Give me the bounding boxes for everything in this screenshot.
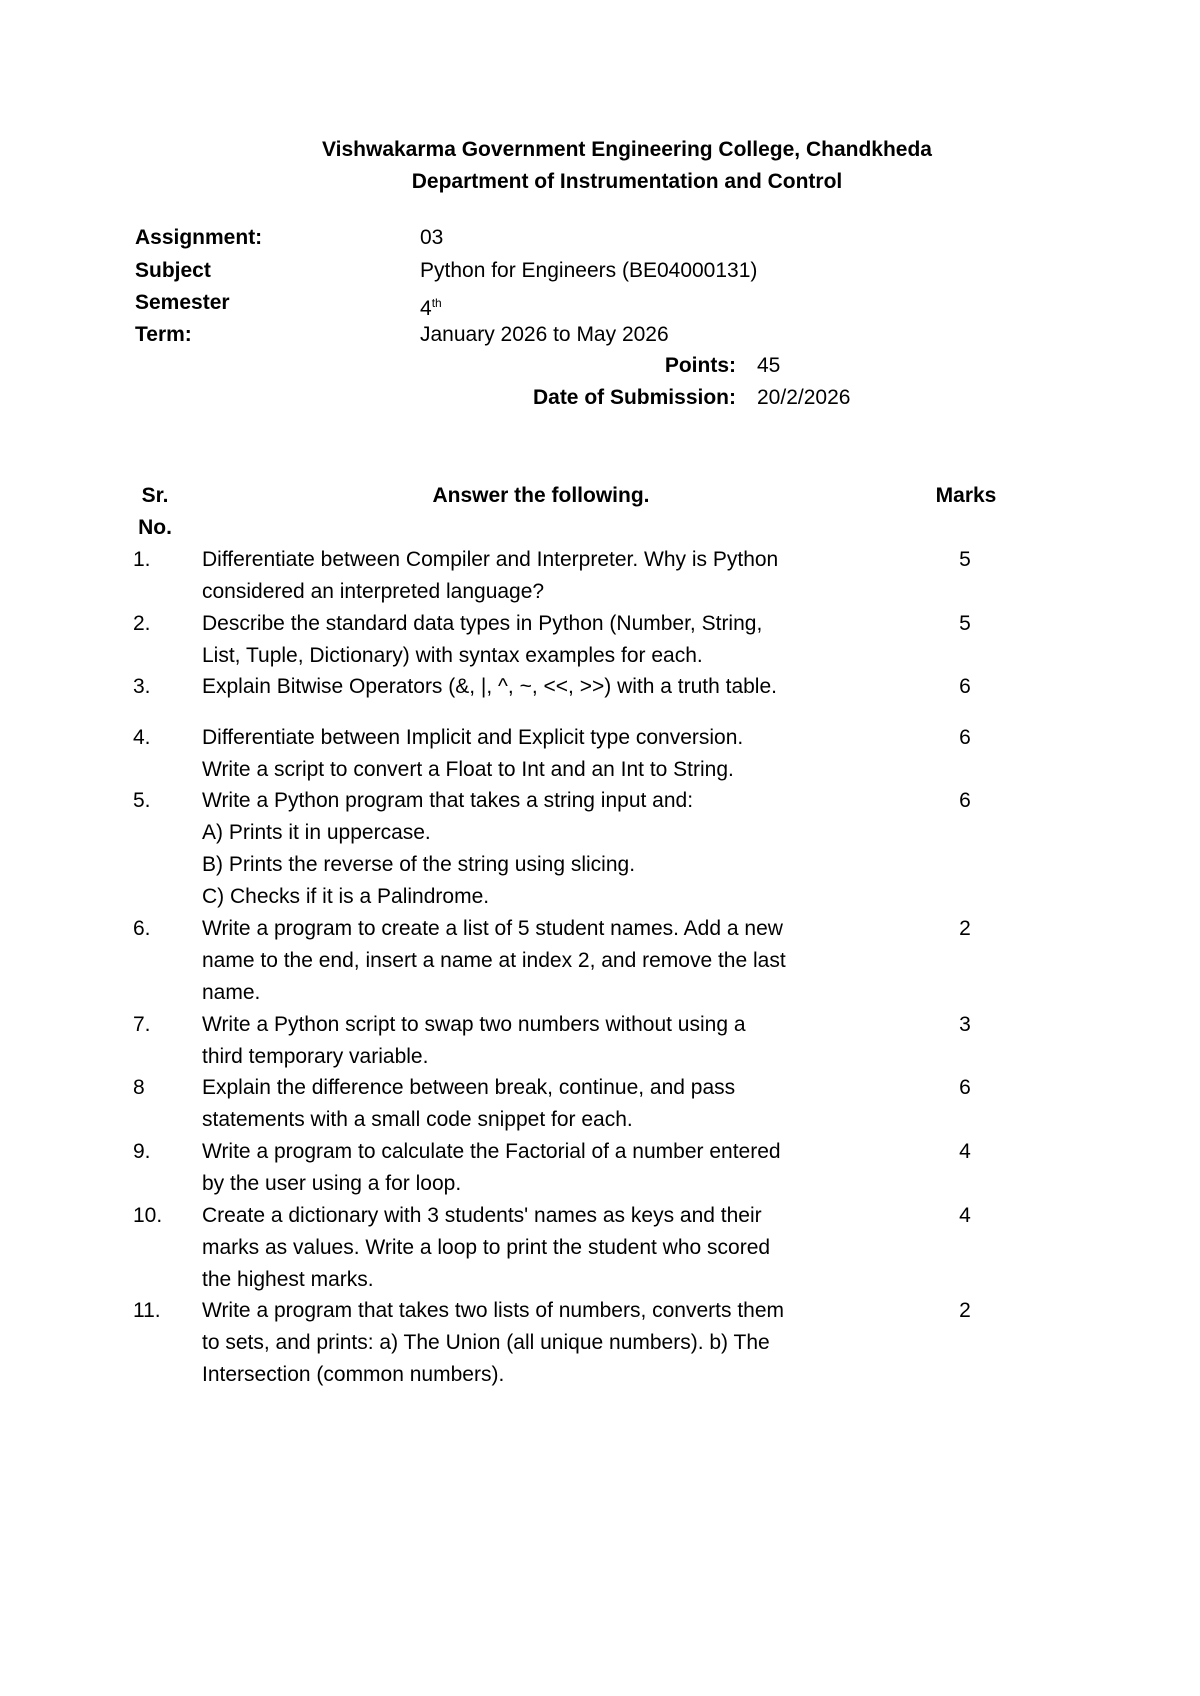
question-line: marks as values. Write a loop to print the student who scored	[202, 1236, 771, 1259]
question-number: 4.	[133, 726, 151, 749]
assignment-label: Assignment:	[135, 226, 263, 249]
term-value: January 2026 to May 2026	[420, 323, 669, 346]
question-line: Write a Python script to swap two numbers without using a	[202, 1013, 746, 1036]
question-line: Write a program to calculate the Factorial of a number entered	[202, 1140, 781, 1163]
points-value: 45	[757, 354, 781, 377]
question-line: A) Prints it in uppercase.	[202, 821, 431, 844]
submission-label: Date of Submission:	[532, 386, 736, 409]
question-line: Describe the standard data types in Python (Number, String,	[202, 612, 763, 635]
question-text	[202, 1295, 784, 1391]
question-text	[202, 1136, 781, 1200]
question-number: 1.	[133, 548, 151, 571]
question-text	[202, 722, 743, 786]
question-line: considered an interpreted language?	[202, 580, 545, 603]
question-marks: 6	[959, 789, 971, 812]
question-line: C) Checks if it is a Palindrome.	[202, 885, 490, 908]
question-number: 3.	[133, 675, 151, 698]
question-text	[202, 608, 762, 672]
question-number: 6.	[133, 917, 151, 940]
question-number: 5.	[133, 789, 151, 812]
question-line: the highest marks.	[202, 1268, 374, 1291]
question-line: B) Prints the reverse of the string using slicing.	[202, 853, 636, 876]
question-number: 7.	[133, 1013, 151, 1036]
semester-label: Semester	[135, 291, 230, 314]
subject-value: Python for Engineers (BE04000131)	[420, 259, 758, 282]
no-header: No.	[138, 516, 172, 539]
question-marks: 6	[959, 1076, 971, 1099]
question-line: Write a script to convert a Float to Int and an Int to String.	[202, 758, 734, 781]
assignment-value: 03	[420, 226, 444, 249]
question-text	[202, 544, 778, 608]
question-text	[202, 913, 786, 1009]
question-line: to sets, and prints: a) The Union (all unique numbers). b) The	[202, 1331, 770, 1354]
question-line: List, Tuple, Dictionary) with syntax examples for each.	[202, 644, 703, 667]
question-marks: 6	[959, 726, 971, 749]
college-name: Vishwakarma Government Engineering College, Chandkheda	[322, 138, 932, 161]
subject-label: Subject	[135, 259, 211, 282]
question-line: Create a dictionary with 3 students' names as keys and their	[202, 1204, 762, 1227]
question-number: 9.	[133, 1140, 151, 1163]
semester-suffix: th	[431, 296, 442, 310]
question-line: Write a Python program that takes a string input and:	[202, 789, 694, 812]
question-line: third temporary variable.	[202, 1045, 429, 1068]
question-line: Write a program to create a list of 5 student names. Add a new	[202, 917, 783, 940]
question-line: name.	[202, 981, 261, 1004]
question-marks: 4	[959, 1140, 971, 1163]
points-label: Points:	[664, 354, 736, 377]
question-header: Answer the following.	[432, 484, 650, 507]
question-text	[202, 1200, 770, 1296]
question-marks: 2	[959, 1299, 971, 1322]
question-line: Differentiate between Compiler and Interpreter. Why is Python	[202, 548, 779, 571]
question-line: Differentiate between Implicit and Explicit type conversion.	[202, 726, 744, 749]
question-marks: 3	[959, 1013, 971, 1036]
question-text	[202, 1072, 735, 1136]
question-number: 11.	[133, 1299, 161, 1322]
question-text	[202, 1009, 746, 1073]
question-marks: 4	[959, 1204, 971, 1227]
question-line: Explain the difference between break, continue, and pass	[202, 1076, 736, 1099]
question-line: Explain Bitwise Operators (&, |, ^, ~, <<, >>) with a truth table.	[202, 675, 777, 698]
question-number: 2.	[133, 612, 151, 635]
question-line: name to the end, insert a name at index 2, and remove the last	[202, 949, 786, 972]
question-marks: 6	[959, 675, 971, 698]
question-number: 10.	[133, 1204, 163, 1227]
question-marks: 2	[959, 917, 971, 940]
question-number: 8	[133, 1076, 145, 1099]
submission-value: 20/2/2026	[757, 386, 851, 409]
sr-header: Sr.	[141, 484, 169, 507]
question-text	[202, 785, 693, 913]
question-text	[202, 671, 777, 703]
department-name: Department of Instrumentation and Control	[411, 170, 843, 193]
question-line: by the user using a for loop.	[202, 1172, 462, 1195]
question-line: Write a program that takes two lists of numbers, converts them	[202, 1299, 785, 1322]
question-line: Intersection (common numbers).	[202, 1363, 505, 1386]
marks-header: Marks	[935, 484, 997, 507]
term-label: Term:	[135, 323, 192, 346]
question-marks: 5	[959, 612, 971, 635]
question-line: statements with a small code snippet for each.	[202, 1108, 633, 1131]
semester-number: 4	[420, 297, 432, 320]
question-marks: 5	[959, 548, 971, 571]
